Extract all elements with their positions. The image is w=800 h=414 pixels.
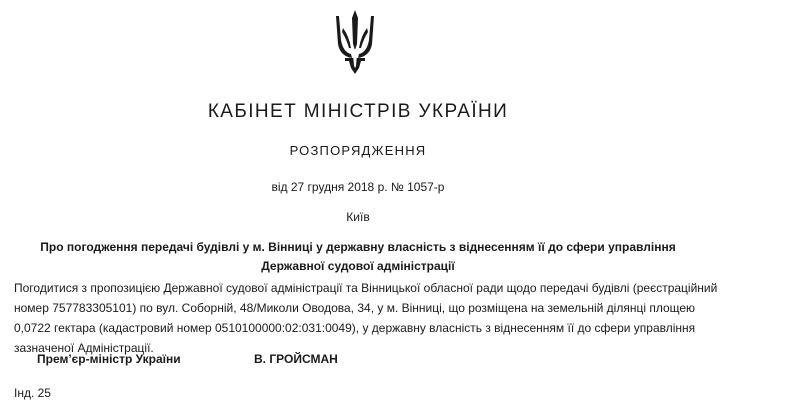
document-city: Київ — [346, 210, 370, 224]
tryzub-icon — [335, 10, 375, 74]
document-index: Інд. 25 — [14, 386, 51, 400]
document-date: від 27 грудня 2018 р. № 1057-р — [271, 180, 445, 194]
subject-line-1: Про погодження передачі будівлі у м. Вінниці у державну власність з віднесенням її до сфери управління — [40, 240, 676, 254]
signature-name: В. ГРОЙСМАН — [254, 352, 338, 366]
document-subject — [0, 238, 716, 276]
body-paragraph: Погодитися з пропозицією Державної судової адміністрації та Вінницької обласної ради щодо передачі будівлі (реєстраційний номер 757783305101) по вул. Соборній, 48/Миколи Оводова, 34, у м. Вінниці, що розміщена на земельній ділянці площею 0,0722 гектара (кадастровий номер 0510100000:02:031:0049), у державну власність з віднесенням її до сфери управління зазначеної Адміністрації. — [14, 281, 718, 355]
signature-position: Прем’єр-міністр України — [37, 352, 181, 366]
page-title: КАБІНЕТ МІНІСТРІВ УКРАЇНИ — [207, 101, 509, 122]
subject-line-2: Державної судової адміністрації — [261, 259, 455, 273]
document-type: РОЗПОРЯДЖЕННЯ — [289, 143, 427, 158]
